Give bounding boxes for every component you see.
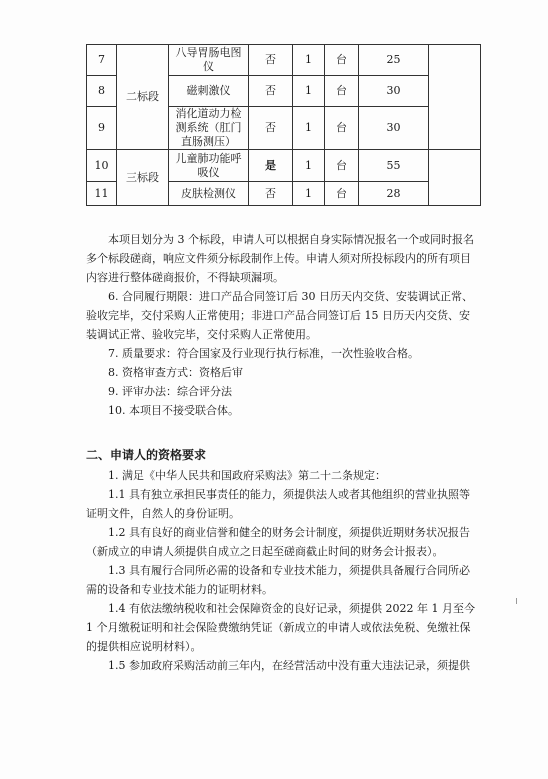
imported-flag: 否: [249, 107, 293, 150]
delivery-days: 28: [359, 182, 429, 206]
requirement-1-2: 1.2 具有良好的商业信誉和健全的财务会计制度，须提供近期财务状况报告（新成立的申请人须提供自成立之日起至磋商截止时间的财务会计报表）。: [86, 526, 470, 558]
unit: 台: [325, 182, 359, 206]
imported-flag: 否: [249, 45, 293, 76]
unit: 台: [325, 76, 359, 107]
requirement-1-1: 1.1 具有独立承担民事责任的能力，须提供法人或者其他组织的营业执照等证明文件，自然人的身份证明。: [86, 488, 470, 520]
requirement-1: 1. 满足《中华人民共和国政府采购法》第二十二条规定：: [108, 469, 386, 482]
imported-flag: 是: [249, 150, 293, 182]
unit: 台: [325, 45, 359, 76]
section-two-heading: 二、申请人的资格要求: [86, 448, 207, 462]
requirement-1-3: 1.3 具有履行合同所必需的设备和专业技术能力，须提供具备履行合同所必需的设备和专业技术能力的证明材料。: [86, 564, 470, 596]
quantity: 1: [293, 45, 325, 76]
lots-paragraph: 本项目划分为 3 个标段，申请人可以根据自身实际情况报名一个或同时报名多个标段磋商，响应文件须分标段制作上传。申请人须对所投标段内的所有项目内容进行整体磋商报价，不得缺项漏项。: [86, 233, 474, 284]
imported-flag: 否: [249, 182, 293, 206]
scan-mark: [516, 598, 517, 604]
delivery-days: 30: [359, 107, 429, 150]
table-row: [87, 150, 481, 182]
quantity: 1: [293, 182, 325, 206]
section-two-body: [86, 466, 478, 675]
delivery-days: 25: [359, 45, 429, 76]
item-name: 儿童肺功能呼吸仪: [169, 150, 249, 182]
row-number: 9: [87, 107, 117, 150]
unit: 台: [325, 107, 359, 150]
row-number: 7: [87, 45, 117, 76]
lot-label: 二标段: [117, 45, 169, 150]
item-name: 磁刺激仪: [169, 76, 249, 107]
quantity: 1: [293, 76, 325, 107]
delivery-days: 55: [359, 150, 429, 182]
section-one-body: [86, 230, 478, 420]
equipment-table: [86, 44, 481, 206]
table-row: [87, 45, 481, 76]
blank-cell: [429, 150, 481, 206]
quantity: 1: [293, 150, 325, 182]
consortium-paragraph: 10. 本项目不接受联合体。: [108, 404, 239, 417]
item-name: 皮肤检测仪: [169, 182, 249, 206]
blank-cell: [429, 45, 481, 150]
item-name: 八导胃肠电图仪: [169, 45, 249, 76]
row-number: 11: [87, 182, 117, 206]
contract-term-paragraph: 6. 合同履行期限：进口产品合同签订后 30 日历天内交货、安装调试正常、验收完毕，交付采购人正常使用；非进口产品合同签订后 15 日历天内交货、安装调试正常、验收完毕，交付采购人正常使用。: [86, 290, 473, 341]
delivery-days: 30: [359, 76, 429, 107]
qualification-review-paragraph: 8. 资格审查方式：资格后审: [108, 366, 243, 379]
row-number: 8: [87, 76, 117, 107]
requirement-1-5: 1.5 参加政府采购活动前三年内，在经营活动中没有重大违法记录，须提供: [108, 659, 470, 672]
quantity: 1: [293, 107, 325, 150]
imported-flag: 否: [249, 76, 293, 107]
unit: 台: [325, 150, 359, 182]
evaluation-method-paragraph: 9. 评审办法：综合评分法: [108, 385, 232, 398]
quality-paragraph: 7. 质量要求：符合国家及行业现行执行标准，一次性验收合格。: [108, 347, 419, 360]
row-number: 10: [87, 150, 117, 182]
item-name: 消化道动力检测系统（肛门直肠测压）: [169, 107, 249, 150]
lot-label: 三标段: [117, 150, 169, 206]
requirement-1-4: 1.4 有依法缴纳税收和社会保障资金的良好记录，须提供 2022 年 1 月至今 1 个月缴税证明和社会保险费缴纳凭证（新成立的申请人或依法免税、免缴社保的提供相应说明材料）。: [86, 602, 475, 653]
